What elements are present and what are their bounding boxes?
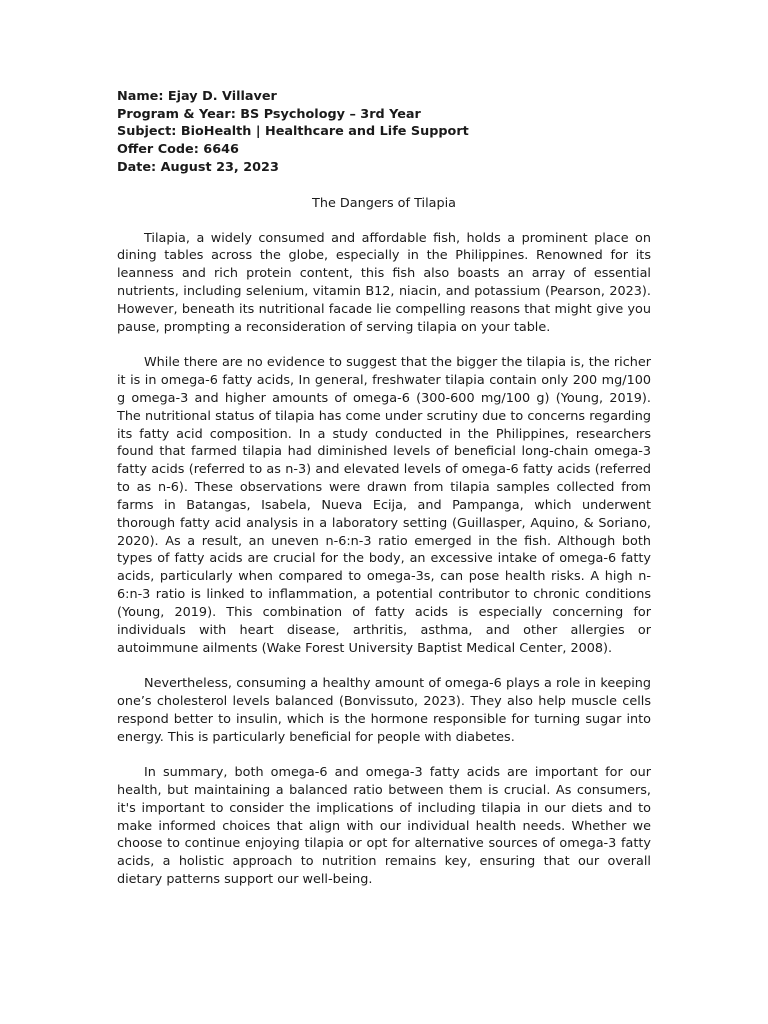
essay-title: The Dangers of Tilapia (312, 195, 456, 211)
paragraph-intro: Tilapia, a widely consumed and affordable fish, holds a prominent place on dining tables across the globe, especially in the Philippines. Renowned for its leanness and rich protein content, this fish also boasts an array of essential nutrients, including selenium, vitamin B12, niacin, and potassium (Pearson, 2023). However, beneath its nutritional facade lie compelling reasons that might give you pause, prompting a reconsideration of serving tilapia on your table. (117, 230, 651, 335)
student-info-block (117, 88, 651, 177)
offer-code: Offer Code: 6646 (117, 142, 239, 158)
paragraph-summary: In summary, both omega-6 and omega-3 fatty acids are important for our health, but maintaining a balanced ratio between them is crucial. As consumers, it's important to consider the implications of including tilapia in our diets and to make informed choices that align with our individual health needs. Whether we choose to continue enjoying tilapia or opt for alternative sources of omega-3 fatty acids, a holistic approach to nutrition remains key, ensuring that our overall dietary patterns support our well-being. (117, 765, 651, 888)
paragraph-fatty-acids: While there are no evidence to suggest that the bigger the tilapia is, the richer it is in omega-6 fatty acids, In general, freshwater tilapia contain only 200 mg/100 g omega-3 and higher amounts of omega-6 (300-600 mg/100 g) (Young, 2019). The nutritional status of tilapia has come under scrutiny due to concerns regarding its fatty acid composition. In a study conducted in the Philippines, researchers found that farmed tilapia had diminished levels of beneficial long-chain omega-3 fatty acids (referred to as n-3) and elevated levels of omega-6 fatty acids (referred to as n-6). These observations were drawn from tilapia samples collected from farms in Batangas, Isabela, Nueva Ecija, and Pampanga, which underwent thorough fatty acid analysis in a laboratory setting (Guillasper, Aquino, & Soriano, 2020). As a result, an uneven n-6:n-3 ratio emerged in the fish. Although both types of fatty acids are crucial for the body, an excessive intake of omega-6 fatty acids, particularly when compared to omega-3s, can pose health risks. A high n-6:n-3 ratio is linked to inflammation, a potential contributor to chronic conditions (Young, 2019). This combination of fatty acids is especially concerning for individuals with heart disease, arthritis, asthma, and other allergies or autoimmune ailments (Wake Forest University Baptist Medical Center, 2008). (117, 355, 651, 656)
paragraph-omega6-benefits: Nevertheless, consuming a healthy amount of omega-6 plays a role in keeping one’s cholesterol levels balanced (Bonvissuto, 2023). They also help muscle cells respond better to insulin, which is the hormone responsible for turning sugar into energy. This is particularly beneficial for people with diabetes. (117, 676, 651, 745)
date: Date: August 23, 2023 (117, 159, 279, 175)
program-year: Program & Year: BS Psychology – 3rd Year (117, 106, 421, 122)
student-name: Name: Ejay D. Villaver (117, 89, 277, 104)
subject: Subject: BioHealth | Healthcare and Life Support (117, 124, 469, 140)
